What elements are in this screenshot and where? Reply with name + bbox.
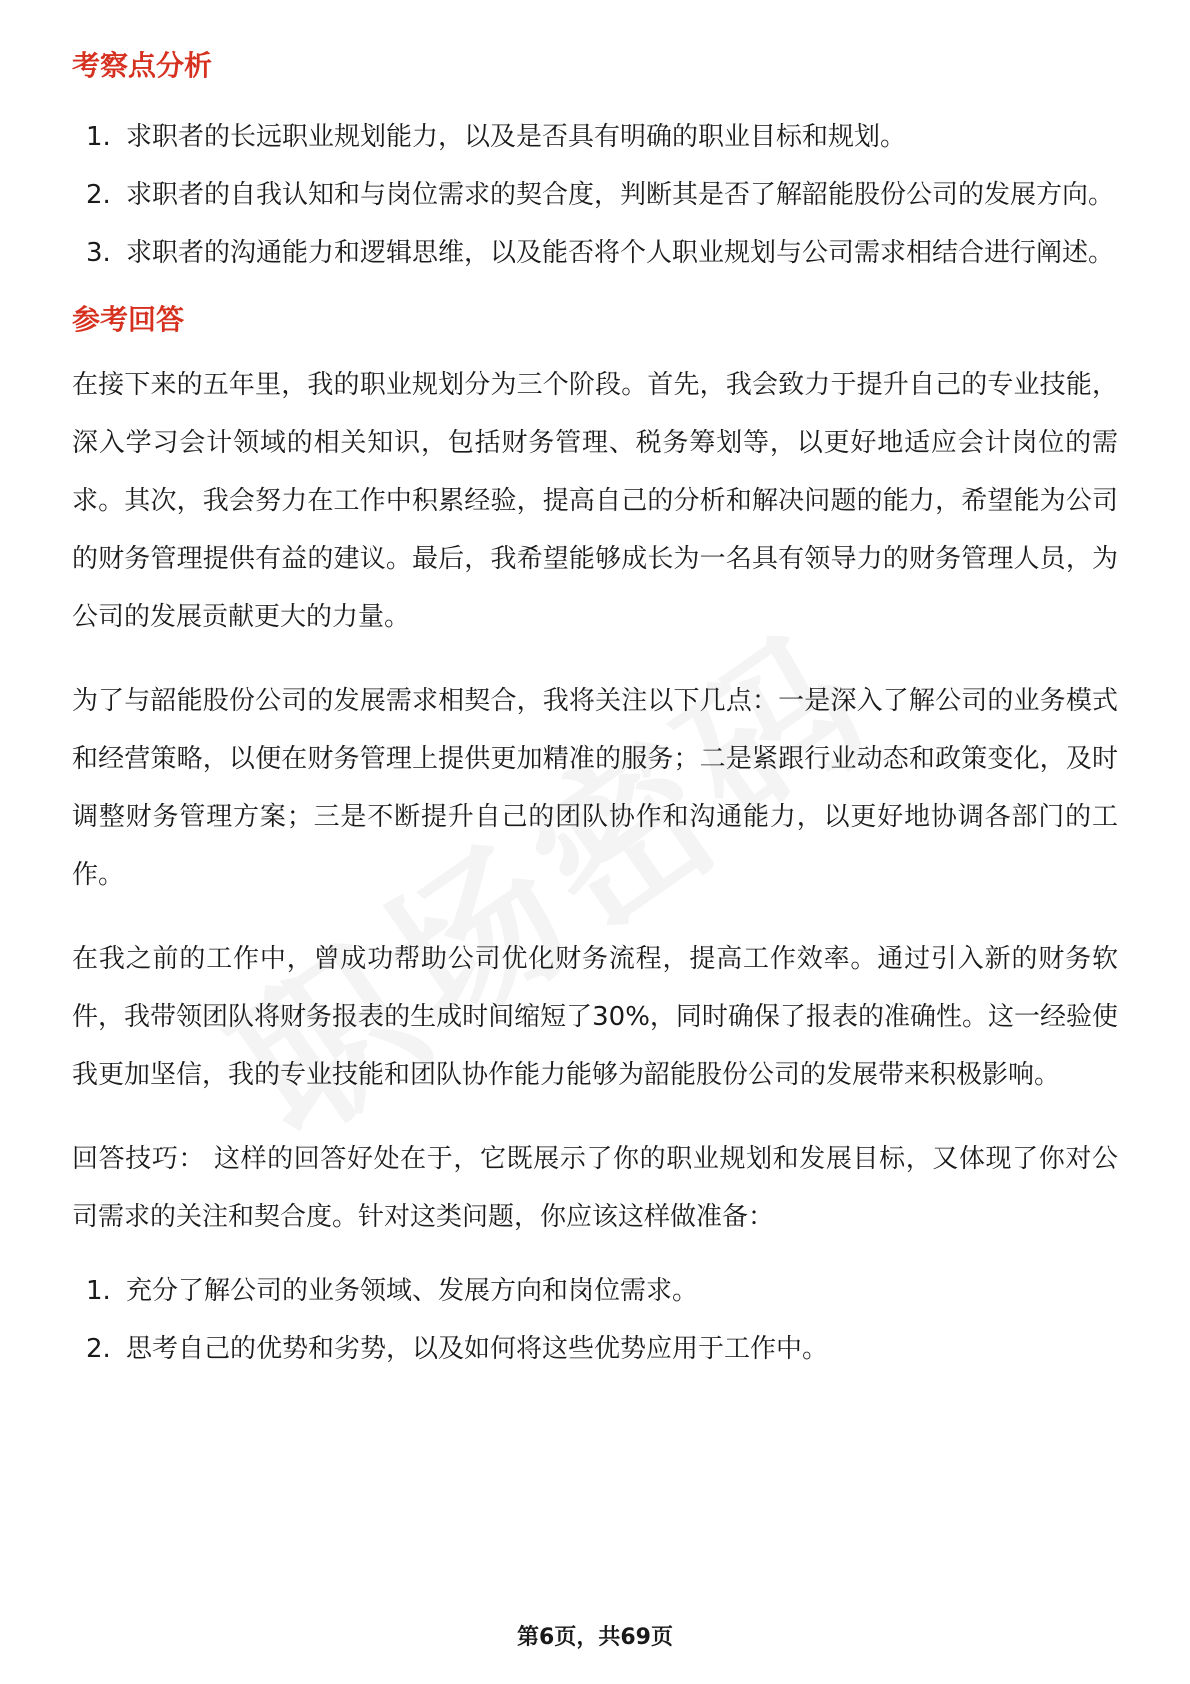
answer-paragraph-1: 在接下来的五年里，我的职业规划分为三个阶段。首先，我会致力于提升自己的专业技能，深入学习会计领域的相关知识，包括财务管理、税务筹划等，以更好地适应会计岗位的需求。其次，我会努力在工作中积累经验，提高自己的分析和解决问题的能力，希望能为公司的财务管理提供有益的建议。最后，我希望能够成长为一名具有领导力的财务管理人员，为公司的发展贡献更大的力量。 xyxy=(72,370,1118,632)
list-item xyxy=(72,108,1118,166)
list-item xyxy=(72,224,1118,282)
list-item xyxy=(72,1262,1118,1320)
list-number: 3. xyxy=(86,238,111,268)
list-item-text: 求职者的长远职业规划能力，以及是否具有明确的职业目标和规划。 xyxy=(126,122,907,152)
analysis-list xyxy=(72,108,1118,282)
page-content xyxy=(72,46,1118,1378)
list-item-text: 求职者的沟通能力和逻辑思维，以及能否将个人职业规划与公司需求相结合进行阐述。 xyxy=(126,238,1115,268)
list-number: 1. xyxy=(86,122,111,152)
section-title-analysis: 考察点分析 xyxy=(72,49,213,82)
list-number: 2. xyxy=(86,1334,111,1364)
list-item xyxy=(72,1320,1118,1378)
answer-tips-paragraph: 回答技巧： 这样的回答好处在于，它既展示了你的职业规划和发展目标，又体现了你对公司需求的关注和契合度。针对这类问题，你应该这样做准备： xyxy=(72,1144,1118,1232)
list-item-text: 求职者的自我认知和与岗位需求的契合度，判断其是否了解韶能股份公司的发展方向。 xyxy=(126,180,1115,210)
answer-paragraph-3: 在我之前的工作中，曾成功帮助公司优化财务流程，提高工作效率。通过引入新的财务软件，我带领团队将财务报表的生成时间缩短了30%，同时确保了报表的准确性。这一经验使我更加坚信，我的专业技能和团队协作能力能够为韶能股份公司的发展带来积极影响。 xyxy=(72,944,1118,1090)
answer-paragraph-2: 为了与韶能股份公司的发展需求相契合，我将关注以下几点：一是深入了解公司的业务模式和经营策略，以便在财务管理上提供更加精准的服务；二是紧跟行业动态和政策变化，及时调整财务管理方案；三是不断提升自己的团队协作和沟通能力，以更好地协调各部门的工作。 xyxy=(72,686,1118,890)
list-number: 2. xyxy=(86,180,111,210)
list-number: 1. xyxy=(86,1276,111,1306)
section-title-answer: 参考回答 xyxy=(72,303,185,336)
page-number-footer: 第6页，共69页 xyxy=(517,1625,673,1650)
preparation-list xyxy=(72,1262,1118,1378)
list-item-text: 思考自己的优势和劣势，以及如何将这些优势应用于工作中。 xyxy=(126,1334,829,1364)
list-item-text: 充分了解公司的业务领域、发展方向和岗位需求。 xyxy=(126,1276,699,1306)
list-item xyxy=(72,166,1118,224)
